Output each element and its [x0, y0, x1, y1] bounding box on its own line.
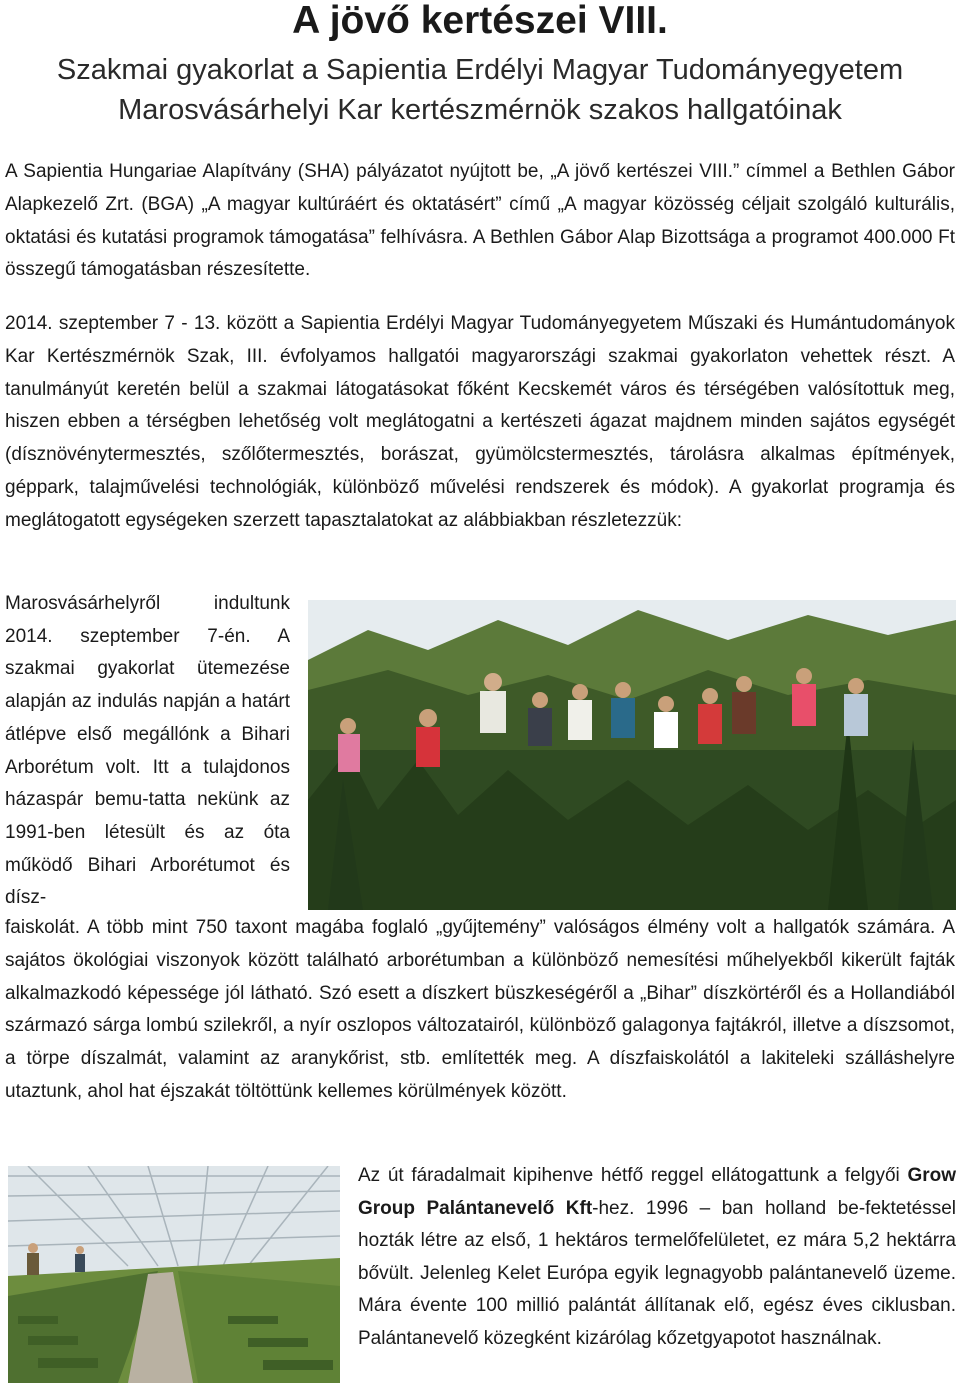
arboretum-paragraph-bottom — [5, 912, 955, 1109]
intro-paragraph — [5, 156, 955, 287]
arboretum-paragraph-left — [5, 588, 290, 915]
subtitle-line-2: Marosvásárhelyi Kar kertészmérnök szakos hallgatóinak — [118, 94, 842, 126]
growgroup-text-pre: Az út fáradalmait kipihenve hétfő reggel ellátogattunk a felgyői — [358, 1165, 908, 1186]
growgroup-text — [358, 1160, 956, 1356]
subtitle-line-1: Szakmai gyakorlat a Sapientia Erdélyi Magyar Tudományegyetem — [56, 54, 904, 86]
overview-paragraph — [5, 308, 955, 538]
page-title: A jövő kertészei VIII. — [292, 0, 668, 42]
arboretum-text-bottom: faiskolát. A több mint 750 taxont magába foglaló „gyűjtemény” valóságos élmény volt a hallgatók számára. A sajátos ökológiai viszonyok között található arborétumban a különböző nemesítési műhelyekből kikerült fajták alkalmazkodó képessége jól látható. Szó esett a díszkert büszkeségéről a „Bihar” díszkörtéről és a Hollandiából származó sárga lombú szilekről, a nyír oszlopos változatairól, különböző galagonya fajtákról, illetve a díszsomot, a törpe díszalmát, valamint az aranykőrist, stb. említették meg. A díszfaiskolától a lakiteleki szálláshelyre utaztunk, ahol hat éjszakát töltöttünk kellemes körülmények között. — [5, 917, 955, 1102]
overview-text: 2014. szeptember 7 - 13. között a Sapientia Erdélyi Magyar Tudományegyetem Műszaki és Humántudományok Kar Kertészmérnök Szak, III. évfolyamos hallgatói magyarországi szakmai gyakorlaton vehettek részt. A tanulmányút keretén belül a szakmai látogatásokat főként Kecskemét város és térségében valósítottuk meg, hiszen ebben a térségben lehetőség volt meglátogatni a kertészeti ágazat majdnem minden sajátos egységét (dísznövénytermesztés, szőlőtermesztés, borászat, gyümölcstermesztés, tárolásra alkalmas építmények, géppark, talajművelési technológiák, különböző művelési rendszerek és módok). A gyakorlat programja és meglátogatott egységeken szerzett tapasztalatokat az alábbiakban részletezzük: — [5, 313, 955, 531]
greenhouse-photo — [8, 1166, 340, 1383]
growgroup-company-name: Grow Group Palántanevelő Kft — [358, 1165, 956, 1219]
intro-text: A Sapientia Hungariae Alapítvány (SHA) pályázatot nyújtott be, „A jövő kertészei VIII.” címmel a Bethlen Gábor Alapkezelő Zrt. (BGA) „A magyar kultúráért és oktatásért” című „A magyar közösség céljait szolgáló kulturális, oktatási és kutatási programok támogatása” felhívásra. A Bethlen Gábor Alap Bizottsága a programot 400.000 Ft összegű támogatásban részesítette. — [5, 161, 955, 281]
arboretum-group-photo — [308, 600, 956, 910]
arboretum-text-left: Marosvásárhelyről indultunk 2014. szeptember 7-én. A szakmai gyakorlat ütemezése alapján az indulás napján a határt átlépve első megállónk a Bihari Arborétum volt. Itt a tulajdonos házaspár bemu-tatta nekünk az 1991-ben létesült és az óta működő Bihari Arborétumot és dísz- — [5, 593, 290, 909]
growgroup-text-post: -hez. 1996 – ban holland be-fektetéssel hozták létre az első, 1 hektáros termelőfelületet, ez mára 5,2 hektárra bővült. Jelenleg Kelet Európa egyik legnagyobb palántanevelő üzeme. Mára évente 100 millió palántát állítanak elő, egész éves ciklusban. Palántanevelő közegként kizárólag kőzetgyapotot használnak. — [358, 1197, 957, 1349]
growgroup-paragraph — [358, 1160, 956, 1356]
